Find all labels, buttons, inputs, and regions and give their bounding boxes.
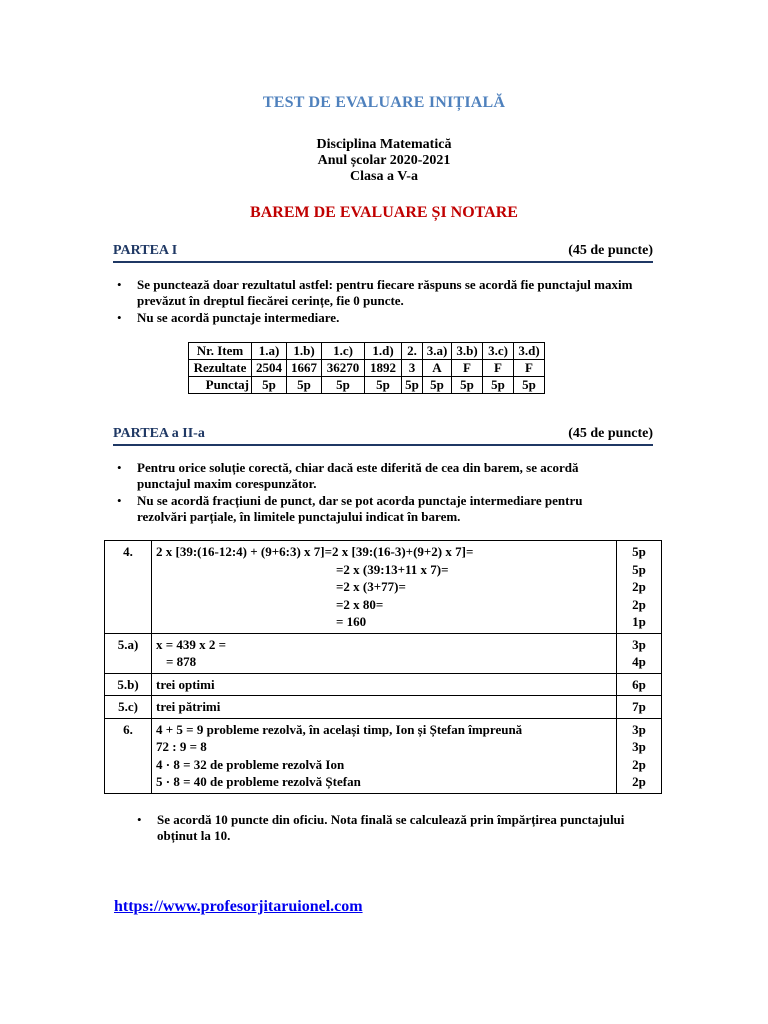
points-value: 3p	[632, 721, 646, 737]
solution-line: 5 · 8 = 40 de probleme rezolvă Ștefan	[156, 774, 361, 789]
solution-cell	[152, 673, 617, 696]
final-note-bullet: • Se acordă 10 puncte din oficiu. Nota finală se calculează prin împărțirea punctajului obținut la 10.	[157, 812, 657, 844]
table-row-scores	[189, 377, 545, 394]
score-cell: 5p	[365, 377, 402, 394]
row-label-scores: Punctaj	[189, 377, 252, 394]
points-cell	[617, 633, 662, 673]
solution-line: 72 : 9 = 8	[156, 739, 207, 754]
result-cell: A	[423, 360, 452, 377]
points-value: 2p	[632, 596, 646, 612]
item-number: 5.b)	[105, 673, 152, 696]
result-cell: 36270	[322, 360, 365, 377]
item-cell: 3.b)	[452, 343, 483, 360]
points-value: 6p	[632, 676, 646, 692]
barem-title: BAREM DE EVALUARE ȘI NOTARE	[250, 204, 518, 221]
part2-instructions	[137, 460, 627, 526]
table-row-results	[189, 360, 545, 377]
item-number: 5.c)	[105, 696, 152, 719]
solution-line: 4 + 5 = 9 probleme rezolvă, în același timp, Ion și Ștefan împreună	[156, 721, 523, 737]
final-note	[157, 812, 657, 845]
solution-cell	[152, 718, 617, 793]
points-value: 2p	[632, 579, 646, 594]
points-value: 2p	[632, 756, 646, 772]
result-cell: F	[514, 360, 545, 377]
item-cell: 3.d)	[514, 343, 545, 360]
points-cell	[617, 696, 662, 719]
points-value: 5p	[632, 561, 646, 577]
solution-cell	[152, 633, 617, 673]
result-cell: 3	[402, 360, 423, 377]
school-year: Anul școlar 2020-2021	[317, 153, 451, 168]
discipline: Disciplina Matematică	[316, 137, 452, 152]
points-cell	[617, 673, 662, 696]
score-cell: 5p	[483, 377, 514, 394]
part1-bullet-1: • Se punctează doar rezultatul astfel: pentru fiecare răspuns se acordă fie punctajul maxim prevăzut în dreptul fiecărei cerințe, fie 0 puncte.	[137, 277, 637, 309]
part2-bullet-2: • Nu se acordă fracțiuni de punct, dar se pot acorda punctaje intermediare pentru rezolvări parțiale, în limitele punctajului indicat în barem.	[137, 493, 627, 525]
solution-cell	[152, 696, 617, 719]
solution-line: = 878	[166, 654, 197, 669]
class-level: Clasa a V-a	[350, 169, 418, 184]
part2-bullet-1: • Pentru orice soluție corectă, chiar dacă este diferită de cea din barem, se acordă punctajul maxim corespunzător.	[137, 460, 627, 492]
table-row	[105, 718, 662, 793]
score-cell: 5p	[322, 377, 365, 394]
points-value: 5p	[632, 544, 646, 559]
part2-points: (45 de puncte)	[568, 426, 653, 441]
table-row-items	[189, 343, 545, 360]
item-number: 6.	[105, 718, 152, 793]
points-cell	[617, 541, 662, 634]
solution-line: 2 x [39:(16-12:4) + (9+6:3) x 7]=2 x [39:(16-3)+(9+2) x 7]=	[156, 544, 474, 559]
solution-line: = 160	[336, 614, 367, 629]
score-cell: 5p	[452, 377, 483, 394]
points-value: 7p	[632, 699, 646, 714]
points-value: 3p	[632, 739, 646, 754]
solution-line: =2 x (3+77)=	[336, 579, 406, 594]
solution-line: trei optimi	[156, 676, 215, 692]
item-cell: 1.c)	[322, 343, 365, 360]
table-row	[105, 673, 662, 696]
points-cell	[617, 718, 662, 793]
solution-line: =2 x 80=	[336, 596, 384, 612]
item-cell: 2.	[402, 343, 423, 360]
solution-line: =2 x (39:13+11 x 7)=	[336, 561, 449, 577]
row-label-items: Nr. Item	[189, 343, 252, 360]
result-cell: 2504	[252, 360, 287, 377]
part1-header	[113, 243, 653, 263]
website-link[interactable]: https://www.profesorjitaruionel.com	[114, 898, 363, 915]
solution-cell	[152, 541, 617, 634]
score-cell: 5p	[287, 377, 322, 394]
solution-line: trei pătrimi	[156, 699, 221, 714]
item-cell: 1.b)	[287, 343, 322, 360]
points-value: 2p	[632, 774, 646, 789]
document-title: TEST DE EVALUARE INIȚIALĂ	[262, 94, 506, 111]
points-value: 4p	[632, 654, 646, 669]
row-label-results: Rezultate	[189, 360, 252, 377]
table-row	[105, 633, 662, 673]
solution-line: 4 · 8 = 32 de probleme rezolvă Ion	[156, 756, 345, 772]
part1-results-table	[188, 342, 545, 394]
score-cell: 5p	[423, 377, 452, 394]
result-cell: F	[483, 360, 514, 377]
table-row	[105, 696, 662, 719]
points-value: 3p	[632, 636, 646, 652]
result-cell: F	[452, 360, 483, 377]
item-cell: 1.d)	[365, 343, 402, 360]
result-cell: 1892	[365, 360, 402, 377]
item-number: 4.	[105, 541, 152, 634]
part2-header	[113, 426, 653, 446]
result-cell: 1667	[287, 360, 322, 377]
score-cell: 5p	[514, 377, 545, 394]
part2-solutions-table	[104, 540, 662, 794]
item-cell: 1.a)	[252, 343, 287, 360]
points-value: 1p	[632, 614, 646, 629]
item-cell: 3.c)	[483, 343, 514, 360]
table-row	[105, 541, 662, 634]
part1-name: PARTEA I	[113, 243, 178, 258]
part1-bullet-2: • Nu se acordă punctaje intermediare.	[137, 310, 637, 326]
score-cell: 5p	[252, 377, 287, 394]
part1-points: (45 de puncte)	[568, 243, 653, 258]
solution-line: x = 439 x 2 =	[156, 636, 227, 652]
item-cell: 3.a)	[423, 343, 452, 360]
item-number: 5.a)	[105, 633, 152, 673]
part1-instructions	[137, 277, 637, 327]
part2-name: PARTEA a II-a	[113, 426, 205, 441]
score-cell: 5p	[402, 377, 423, 394]
